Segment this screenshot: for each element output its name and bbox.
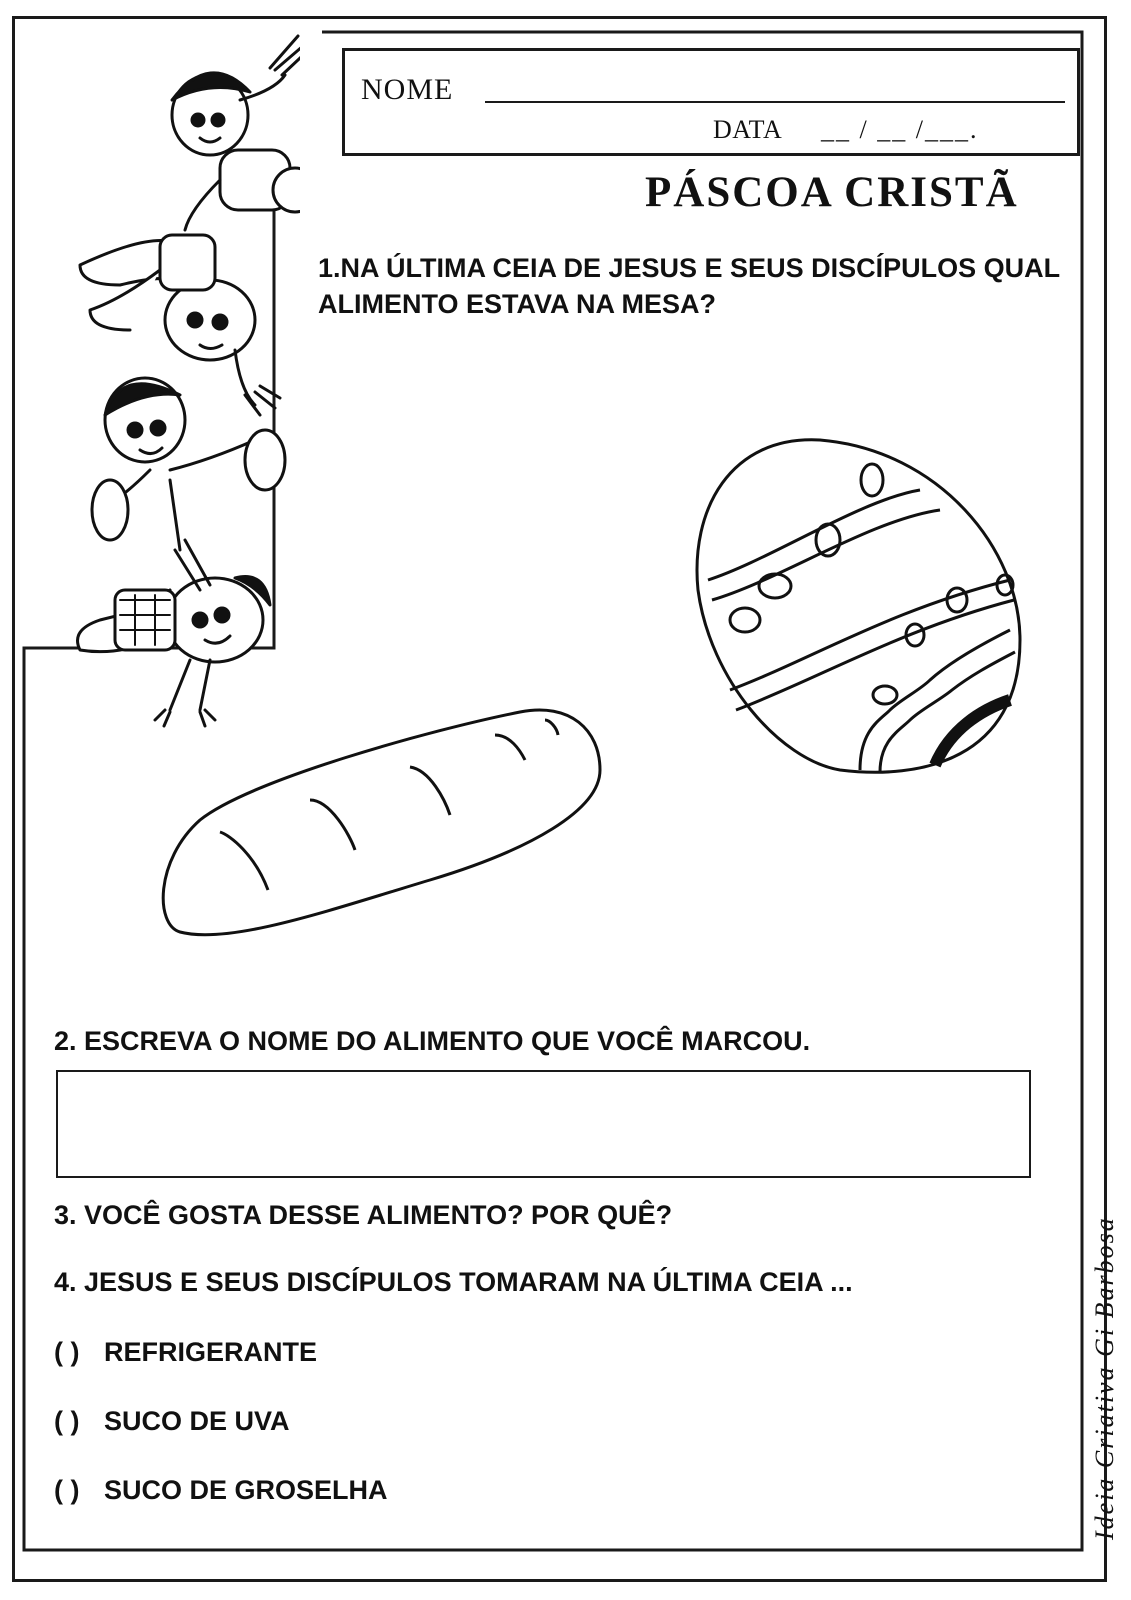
answer-box[interactable] bbox=[56, 1070, 1031, 1178]
question-4: 4. JESUS E SEUS DISCÍPULOS TOMARAM NA ÚLTIMA CEIA ... bbox=[54, 1267, 853, 1297]
question-2: 2. ESCREVA O NOME DO ALIMENTO QUE VOCÊ MARCOU. bbox=[54, 1026, 811, 1056]
option-checkbox[interactable]: ( ) bbox=[54, 1406, 80, 1436]
question-1: 1.NA ÚLTIMA CEIA DE JESUS E SEUS DISCÍPULOS QUAL ALIMENTO ESTAVA NA MESA? bbox=[318, 253, 1060, 319]
date-input-blanks[interactable]: __ / __ /___. bbox=[821, 115, 979, 144]
option-label: SUCO DE UVA bbox=[104, 1406, 290, 1436]
name-date-box bbox=[342, 48, 1080, 156]
bread-illustration[interactable] bbox=[150, 700, 620, 960]
page-title: PÁSCOA CRISTÃ bbox=[645, 169, 1019, 216]
option-checkbox[interactable]: ( ) bbox=[54, 1337, 80, 1367]
name-label: NOME bbox=[361, 73, 454, 106]
option-suco-de-uva[interactable] bbox=[54, 1406, 290, 1437]
option-suco-de-groselha[interactable] bbox=[54, 1475, 388, 1506]
kids-illustration bbox=[60, 30, 300, 730]
question-3: 3. VOCÊ GOSTA DESSE ALIMENTO? POR QUÊ? bbox=[54, 1200, 673, 1230]
option-checkbox[interactable]: ( ) bbox=[54, 1475, 80, 1505]
option-label: SUCO DE GROSELHA bbox=[104, 1475, 388, 1505]
option-refrigerante[interactable] bbox=[54, 1337, 317, 1368]
name-input-line[interactable] bbox=[485, 101, 1065, 103]
credit-text: Ideia Criativa Gi Barbosa bbox=[1090, 1216, 1119, 1540]
option-label: REFRIGERANTE bbox=[104, 1337, 318, 1367]
date-label: DATA bbox=[713, 115, 783, 144]
easter-egg-illustration[interactable] bbox=[690, 430, 1040, 790]
